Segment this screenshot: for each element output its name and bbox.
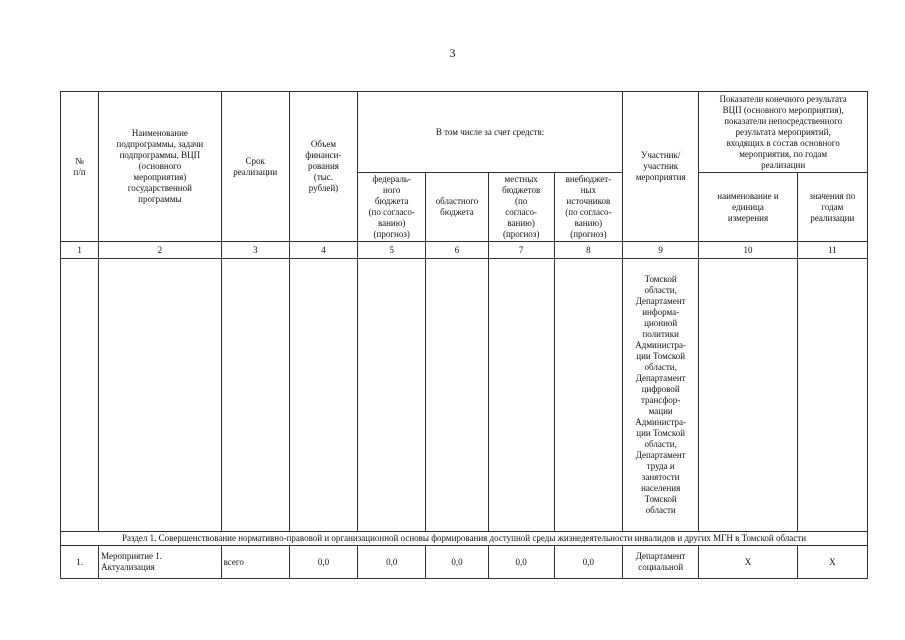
column-number: 4	[289, 242, 357, 259]
header-offbudget: внебюджет- ных источников (по согласо- ванию) (прогноз)	[554, 173, 622, 242]
row-federal: 0,0	[358, 546, 426, 579]
column-number: 6	[426, 242, 488, 259]
continuation-participant: Томской области, Департамент информа- ционной политики Администра- ции Томской области, Департамент цифровой трансфор- мации Администра- ции Томской области, Департамент труда и занятости населения Томской области	[623, 259, 699, 532]
row-offbudget: 0,0	[554, 546, 622, 579]
header-name: Наименование подпрограммы, задачи подпрограммы, ВЦП (основного мероприятия) государственной программы	[99, 92, 221, 242]
row-participant: Департамент социальной	[623, 546, 699, 579]
column-number: 1	[61, 242, 99, 259]
header-participant: Участник/ участник мероприятия	[623, 92, 699, 242]
row-regional: 0,0	[426, 546, 488, 579]
column-number: 9	[623, 242, 699, 259]
continuation-row	[61, 259, 868, 532]
header-period: Срок реализации	[221, 92, 289, 242]
empty-cell	[99, 259, 221, 532]
empty-cell	[61, 259, 99, 532]
column-number-row	[61, 242, 868, 259]
empty-cell	[554, 259, 622, 532]
row-indicator-name: Х	[699, 546, 797, 579]
table-row	[61, 546, 868, 579]
header-indicator-value: значения по годам реализации	[797, 173, 867, 242]
header-funding-group: В том числе за счет средств:	[358, 92, 623, 173]
row-indicator-value: Х	[797, 546, 867, 579]
column-number: 11	[797, 242, 867, 259]
empty-cell	[699, 259, 797, 532]
column-number: 8	[554, 242, 622, 259]
header-federal: федераль- ного бюджета (по согласо- ванию) (прогноз)	[358, 173, 426, 242]
row-num: 1.	[61, 546, 99, 579]
column-number: 3	[221, 242, 289, 259]
header-row-1	[61, 92, 868, 173]
header-regional: областного бюджета	[426, 173, 488, 242]
row-period: всего	[221, 546, 289, 579]
empty-cell	[358, 259, 426, 532]
header-num: № п/п	[61, 92, 99, 242]
row-local: 0,0	[488, 546, 554, 579]
section-title: Раздел 1. Совершенствование нормативно-правовой и организационной основы формирования доступной среды жизнедеятельности инвалидов и других МГН в Томской области	[61, 532, 868, 546]
header-indicators-group: Показатели конечного результата ВЦП (основного мероприятия), показатели непосредственного результата мероприятий, входящих в состав основного мероприятия, по годам реализации	[699, 92, 868, 173]
header-local: местных бюджетов (по согласо- ванию) (прогноз)	[488, 173, 554, 242]
empty-cell	[221, 259, 289, 532]
page-number: 3	[449, 46, 456, 60]
section-row	[61, 532, 868, 546]
column-number: 5	[358, 242, 426, 259]
empty-cell	[797, 259, 867, 532]
header-indicator-name: наименование и единица измерения	[699, 173, 797, 242]
empty-cell	[426, 259, 488, 532]
column-number: 10	[699, 242, 797, 259]
empty-cell	[289, 259, 357, 532]
empty-cell	[488, 259, 554, 532]
row-name: Мероприятие 1. Актуализация	[99, 546, 221, 579]
column-number: 7	[488, 242, 554, 259]
program-table	[60, 91, 868, 579]
column-number: 2	[99, 242, 221, 259]
row-total: 0,0	[289, 546, 357, 579]
header-volume: Объем финанси- рования (тыс. рублей)	[289, 92, 357, 242]
